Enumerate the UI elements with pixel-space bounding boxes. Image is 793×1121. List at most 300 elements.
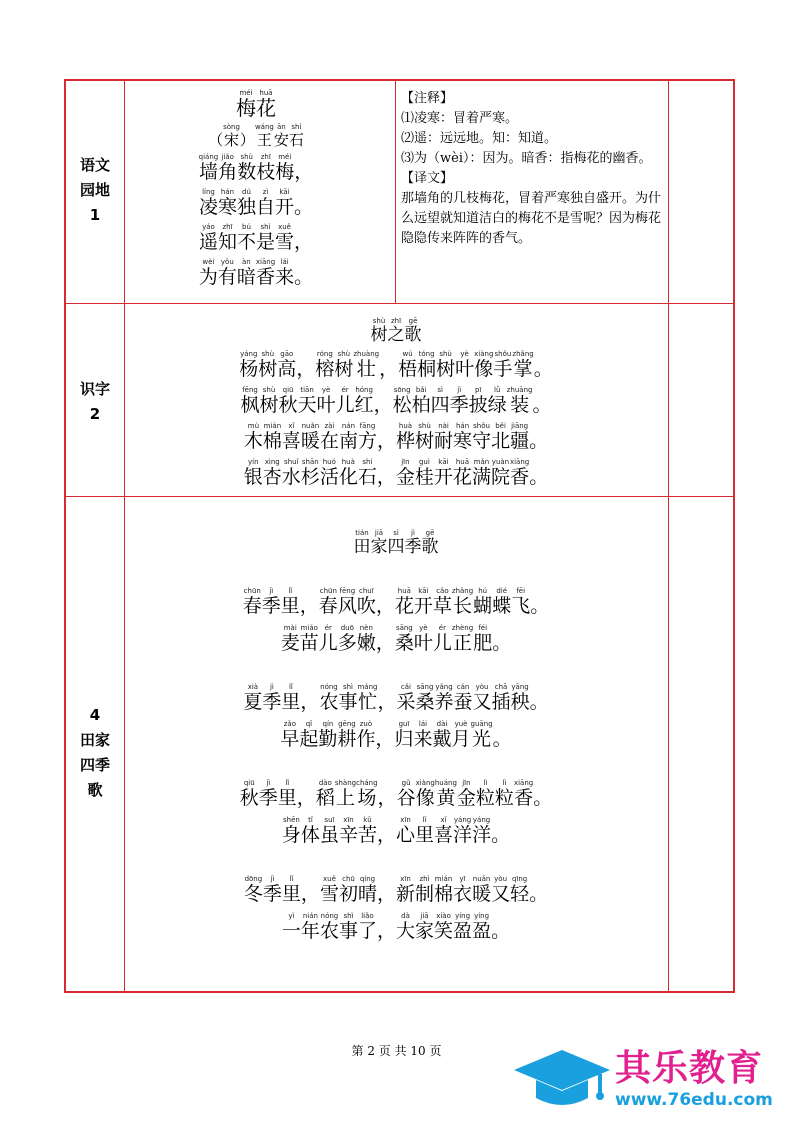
hanzi-with-pinyin: 角jiǎo bbox=[218, 153, 238, 183]
pinyin: nán bbox=[338, 422, 358, 430]
hanzi-with-pinyin: 稻dào bbox=[315, 779, 335, 809]
hanzi-with-pinyin: 遥yáo bbox=[198, 223, 218, 253]
poem-line bbox=[166, 223, 346, 258]
hanzi-with-pinyin: 壮zhuàng bbox=[353, 350, 380, 380]
hanzi-with-pinyin: 了liǎo bbox=[357, 912, 377, 942]
hanzi-with-pinyin: 梅méi bbox=[236, 89, 256, 120]
lesson-table bbox=[64, 79, 735, 993]
hanzi-with-pinyin: 疆jiāng bbox=[510, 422, 530, 452]
pinyin bbox=[300, 587, 319, 595]
poem-line bbox=[126, 720, 666, 757]
hanzi-with-pinyin: ， bbox=[296, 358, 315, 380]
poem-line bbox=[126, 458, 666, 494]
pinyin: zhī bbox=[256, 153, 276, 161]
poem-line bbox=[126, 422, 666, 458]
hanzi-with-pinyin: 银yín bbox=[243, 458, 263, 488]
pinyin: lái bbox=[275, 258, 295, 266]
lesson-label-line: 识字 bbox=[79, 380, 110, 398]
poem-line bbox=[166, 258, 346, 293]
poem-line bbox=[126, 350, 666, 386]
pinyin: jiā bbox=[370, 529, 388, 537]
pinyin: fēng bbox=[240, 386, 260, 394]
pinyin: shēn bbox=[281, 816, 301, 824]
hanzi-with-pinyin: 不bú bbox=[236, 223, 256, 253]
pinyin: wáng bbox=[254, 123, 274, 131]
hanzi-with-pinyin: 虽suī bbox=[319, 816, 339, 846]
hanzi-with-pinyin: 北běi bbox=[491, 422, 511, 452]
hanzi-with-pinyin: 年nián bbox=[300, 912, 320, 942]
hanzi-with-pinyin: ， bbox=[300, 691, 319, 713]
pinyin bbox=[377, 458, 396, 466]
hanzi-with-pinyin: 树shù bbox=[436, 350, 456, 380]
hanzi-with-pinyin: 里lǐ bbox=[281, 875, 301, 905]
pinyin: guī bbox=[394, 720, 414, 728]
hanzi-with-pinyin: 又yòu bbox=[491, 875, 511, 905]
hanzi-with-pinyin: 手shǒu bbox=[493, 350, 513, 380]
hanzi-with-pinyin: ， bbox=[377, 920, 396, 942]
hanzi-with-pinyin: 王wáng bbox=[254, 123, 274, 149]
pinyin: huā bbox=[256, 89, 276, 97]
hanzi-with-pinyin: 院yuàn bbox=[490, 458, 510, 488]
pinyin: méi bbox=[275, 153, 295, 161]
hanzi-with-pinyin: ， bbox=[294, 161, 313, 183]
pinyin: nián bbox=[300, 912, 320, 920]
hanzi-with-pinyin: 一yì bbox=[281, 912, 301, 942]
pinyin bbox=[377, 816, 396, 824]
hanzi-with-pinyin: 树shù bbox=[258, 350, 278, 380]
pinyin bbox=[294, 223, 313, 231]
hanzi-with-pinyin: 喜xǐ bbox=[434, 816, 454, 846]
hanzi-with-pinyin: 洋yáng bbox=[472, 816, 492, 846]
pinyin: dào bbox=[315, 779, 335, 787]
pinyin: hóng bbox=[354, 386, 374, 394]
pinyin bbox=[530, 587, 549, 595]
pinyin: dú bbox=[236, 188, 256, 196]
pinyin: zhuàng bbox=[353, 350, 380, 358]
hanzi-with-pinyin: 来lái bbox=[275, 258, 295, 288]
hanzi-with-pinyin: 。 bbox=[532, 394, 551, 416]
hanzi-with-pinyin: 蝴hú bbox=[473, 587, 493, 617]
pinyin: zǎo bbox=[280, 720, 300, 728]
hanzi-with-pinyin: 花huā bbox=[394, 587, 414, 617]
hanzi-with-pinyin: 盈yíng bbox=[453, 912, 473, 942]
pinyin: jiǎo bbox=[218, 153, 238, 161]
pinyin: xuě bbox=[319, 875, 339, 883]
pinyin: huáng bbox=[434, 779, 457, 787]
pinyin bbox=[533, 779, 552, 787]
hanzi-with-pinyin: 。 bbox=[534, 358, 553, 380]
hanzi-with-pinyin: 数shù bbox=[237, 153, 257, 183]
pinyin: ér bbox=[335, 386, 355, 394]
column-divider bbox=[395, 81, 396, 303]
pinyin: kāi bbox=[413, 587, 433, 595]
poem-line bbox=[126, 816, 666, 853]
hanzi-with-pinyin: 新xīn bbox=[396, 875, 416, 905]
pinyin: lǐ bbox=[281, 875, 301, 883]
pinyin: yī bbox=[453, 875, 473, 883]
hanzi-with-pinyin: 来lái bbox=[413, 720, 433, 750]
hanzi-with-pinyin: 农nóng bbox=[319, 683, 339, 713]
hanzi-with-pinyin: 南nán bbox=[338, 422, 358, 452]
hanzi-with-pinyin: 水shuǐ bbox=[281, 458, 301, 488]
pinyin: shǒu bbox=[493, 350, 513, 358]
hanzi-with-pinyin: 方fāng bbox=[357, 422, 377, 452]
hanzi-with-pinyin: 之zhī bbox=[387, 317, 405, 345]
hanzi-with-pinyin: 里lǐ bbox=[277, 779, 297, 809]
hanzi-with-pinyin: 里lǐ bbox=[415, 816, 435, 846]
pinyin: guāng bbox=[470, 720, 493, 728]
hanzi-with-pinyin: 苦kǔ bbox=[357, 816, 377, 846]
pinyin: zhì bbox=[415, 875, 435, 883]
pinyin: chūn bbox=[318, 587, 338, 595]
hanzi-with-pinyin: 寒hán bbox=[217, 188, 237, 218]
pinyin bbox=[493, 720, 512, 728]
hanzi-with-pinyin: 独dú bbox=[236, 188, 256, 218]
pinyin: cǎo bbox=[432, 587, 452, 595]
pinyin: shì bbox=[256, 223, 275, 231]
hanzi-with-pinyin: 耐nài bbox=[434, 422, 454, 452]
pinyin: jiā bbox=[415, 912, 435, 920]
pinyin: shù bbox=[370, 317, 388, 325]
hanzi-with-pinyin: 活huó bbox=[319, 458, 339, 488]
pinyin: dié bbox=[492, 587, 512, 595]
hanzi-with-pinyin: 掌zhǎng bbox=[512, 350, 534, 380]
pinyin: fēi bbox=[511, 587, 531, 595]
hanzi-with-pinyin: 笑xiào bbox=[434, 912, 454, 942]
page-number: 第 2 页 共 10 页 bbox=[351, 1044, 442, 1058]
hanzi-with-pinyin: 。 bbox=[491, 824, 510, 846]
hanzi-with-pinyin: ） bbox=[240, 131, 255, 149]
pinyin: lì bbox=[475, 779, 495, 787]
hanzi-with-pinyin: 四sì bbox=[387, 529, 405, 557]
poem-farm-seasons bbox=[126, 529, 666, 949]
hanzi-with-pinyin: 凌líng bbox=[198, 188, 218, 218]
pinyin: nuǎn bbox=[472, 875, 492, 883]
pinyin: shù bbox=[237, 153, 257, 161]
hanzi-with-pinyin: 谷gǔ bbox=[396, 779, 416, 809]
hanzi-with-pinyin: 戴dài bbox=[432, 720, 452, 750]
pinyin bbox=[374, 386, 393, 394]
hanzi-with-pinyin: 归guī bbox=[394, 720, 414, 750]
hanzi-with-pinyin: 秧yāng bbox=[510, 683, 530, 713]
pinyin: hú bbox=[473, 587, 493, 595]
hanzi-with-pinyin: 杉shān bbox=[300, 458, 320, 488]
hanzi-with-pinyin: 里lǐ bbox=[280, 587, 300, 617]
lesson-label-line: 4 bbox=[89, 706, 101, 724]
hanzi-with-pinyin: 杏xìng bbox=[262, 458, 282, 488]
hanzi-with-pinyin: 有yǒu bbox=[217, 258, 237, 288]
hanzi-with-pinyin: 榕róng bbox=[315, 350, 335, 380]
pinyin: jì bbox=[449, 386, 469, 394]
pinyin: huó bbox=[319, 458, 339, 466]
note-item: ⑶为（wèi）：因为。暗香：指梅花的幽香。 bbox=[401, 151, 652, 166]
poem-line bbox=[166, 188, 346, 223]
hanzi-with-pinyin: 化huà bbox=[338, 458, 358, 488]
pinyin: dà bbox=[396, 912, 416, 920]
pinyin: xiāng bbox=[509, 458, 530, 466]
hanzi-with-pinyin: 季jì bbox=[262, 875, 282, 905]
hanzi-with-pinyin: 季jì bbox=[262, 683, 282, 713]
pinyin: róng bbox=[315, 350, 335, 358]
hanzi-with-pinyin: 起qǐ bbox=[299, 720, 319, 750]
pinyin bbox=[375, 720, 394, 728]
pinyin: jīn bbox=[456, 779, 476, 787]
note-item: ⑴凌寒：冒着严寒。 bbox=[401, 111, 519, 126]
pinyin: zuò bbox=[356, 720, 376, 728]
hanzi-with-pinyin: 农nóng bbox=[319, 912, 339, 942]
pinyin: huà bbox=[396, 422, 416, 430]
pinyin: shuǐ bbox=[281, 458, 301, 466]
pinyin: sōng bbox=[392, 386, 412, 394]
lesson-label-line: 1 bbox=[89, 206, 101, 224]
row-divider bbox=[66, 496, 733, 497]
pinyin: máng bbox=[357, 683, 378, 691]
pinyin: lái bbox=[413, 720, 433, 728]
pinyin: qiū bbox=[239, 779, 259, 787]
pinyin bbox=[491, 816, 510, 824]
pinyin: ér bbox=[318, 624, 338, 632]
pinyin: mǎn bbox=[471, 458, 491, 466]
hanzi-with-pinyin: 蚕cán bbox=[453, 683, 473, 713]
pinyin: sāng bbox=[394, 624, 414, 632]
pinyin: sì bbox=[430, 386, 450, 394]
hanzi-with-pinyin: 知zhī bbox=[217, 223, 237, 253]
pinyin bbox=[296, 350, 315, 358]
hanzi-with-pinyin: 多duō bbox=[337, 624, 357, 654]
pinyin bbox=[301, 875, 320, 883]
pinyin: ér bbox=[432, 624, 452, 632]
pinyin bbox=[294, 188, 313, 196]
hanzi-with-pinyin: 桐tóng bbox=[417, 350, 437, 380]
row-divider bbox=[66, 303, 733, 304]
pinyin: qīng bbox=[510, 875, 530, 883]
pinyin bbox=[532, 386, 551, 394]
hanzi-with-pinyin: 喜xǐ bbox=[281, 422, 301, 452]
pinyin bbox=[534, 350, 553, 358]
hanzi-with-pinyin: 勤qín bbox=[318, 720, 338, 750]
hanzi-with-pinyin: 事shì bbox=[338, 912, 358, 942]
pinyin: nèn bbox=[356, 624, 376, 632]
hanzi-with-pinyin: 采cǎi bbox=[396, 683, 416, 713]
hanzi-with-pinyin: 季jì bbox=[261, 587, 281, 617]
hanzi-with-pinyin: 春chūn bbox=[318, 587, 338, 617]
pinyin bbox=[294, 258, 313, 266]
hanzi-with-pinyin: 又yòu bbox=[472, 683, 492, 713]
pinyin: xuě bbox=[275, 223, 295, 231]
pinyin: bú bbox=[236, 223, 256, 231]
pinyin: xǐ bbox=[434, 816, 454, 824]
hanzi-with-pinyin: 自zì bbox=[256, 188, 276, 218]
pinyin bbox=[492, 624, 511, 632]
hanzi-with-pinyin: ， bbox=[376, 595, 395, 617]
hanzi-with-pinyin: 是shì bbox=[256, 223, 276, 253]
hanzi-with-pinyin: 树shù bbox=[370, 317, 388, 345]
hanzi-with-pinyin: ， bbox=[377, 824, 396, 846]
pinyin: qǐ bbox=[299, 720, 319, 728]
hanzi-with-pinyin: 。 bbox=[493, 728, 512, 750]
hanzi-with-pinyin: 天tiān bbox=[297, 386, 317, 416]
hanzi-with-pinyin: 满mǎn bbox=[471, 458, 491, 488]
pinyin: sòng bbox=[223, 123, 240, 131]
pinyin: duō bbox=[337, 624, 357, 632]
hanzi-with-pinyin: 长zhǎng bbox=[451, 587, 474, 617]
pinyin: miáo bbox=[299, 624, 319, 632]
hanzi-with-pinyin: 。 bbox=[533, 787, 552, 809]
pinyin: nóng bbox=[319, 912, 339, 920]
poem-line bbox=[126, 875, 666, 912]
pinyin: wèi bbox=[198, 258, 218, 266]
brand-name: 其乐教育 bbox=[615, 1048, 764, 1089]
hanzi-with-pinyin: 枫fēng bbox=[240, 386, 260, 416]
pinyin: fāng bbox=[357, 422, 377, 430]
poem-title bbox=[126, 317, 666, 350]
pinyin bbox=[379, 350, 398, 358]
hanzi-with-pinyin: 歌gē bbox=[421, 529, 439, 557]
brand-logo bbox=[512, 1040, 793, 1121]
hanzi-with-pinyin: 香xiāng bbox=[513, 779, 534, 809]
hanzi-with-pinyin: ， bbox=[301, 883, 320, 905]
pinyin: shǒu bbox=[472, 422, 492, 430]
pinyin: lǐ bbox=[280, 587, 300, 595]
pinyin: cǎi bbox=[396, 683, 416, 691]
pinyin: liǎo bbox=[357, 912, 377, 920]
hanzi-with-pinyin: 木mù bbox=[243, 422, 263, 452]
hanzi-with-pinyin: 光guāng bbox=[470, 720, 493, 750]
pinyin bbox=[377, 683, 396, 691]
hanzi-with-pinyin: 石shí bbox=[288, 123, 304, 149]
hanzi-with-pinyin: 叶yè bbox=[413, 624, 433, 654]
pinyin: zhī bbox=[387, 317, 405, 325]
pinyin: kāi bbox=[433, 458, 453, 466]
pinyin: xiào bbox=[434, 912, 454, 920]
hanzi-with-pinyin: 粒lì bbox=[475, 779, 495, 809]
pinyin bbox=[377, 875, 396, 883]
pinyin: dōng bbox=[243, 875, 263, 883]
pinyin: yín bbox=[243, 458, 263, 466]
hanzi-with-pinyin: 草cǎo bbox=[432, 587, 452, 617]
hanzi-with-pinyin: 正zhèng bbox=[451, 624, 474, 654]
poem-line bbox=[126, 386, 666, 422]
hanzi-with-pinyin: 像xiàng bbox=[415, 779, 435, 809]
pinyin: shù bbox=[258, 350, 278, 358]
hanzi-with-pinyin: 。 bbox=[492, 632, 511, 654]
pinyin: chā bbox=[491, 683, 511, 691]
pinyin: tóng bbox=[417, 350, 437, 358]
pinyin bbox=[377, 422, 396, 430]
hanzi-with-pinyin: ， bbox=[377, 883, 396, 905]
pinyin: shù bbox=[334, 350, 354, 358]
hanzi-with-pinyin: 事shì bbox=[338, 683, 358, 713]
hanzi-with-pinyin: 棉mián bbox=[434, 875, 454, 905]
pinyin: yíng bbox=[453, 912, 473, 920]
pinyin: gēng bbox=[337, 720, 357, 728]
hanzi-with-pinyin: ， bbox=[375, 728, 394, 750]
pinyin: qíng bbox=[357, 875, 377, 883]
hanzi-with-pinyin: 桦huà bbox=[396, 422, 416, 452]
hanzi-with-pinyin: 盈yíng bbox=[472, 912, 492, 942]
hanzi-with-pinyin: 轻qīng bbox=[510, 875, 530, 905]
pinyin: yè bbox=[413, 624, 433, 632]
poem-plum-blossom bbox=[166, 89, 346, 293]
hanzi-with-pinyin: 梅méi bbox=[275, 153, 295, 183]
pinyin: jì bbox=[262, 875, 282, 883]
pinyin: lǜ bbox=[487, 386, 507, 394]
pinyin: yíng bbox=[472, 912, 492, 920]
pinyin: lì bbox=[494, 779, 514, 787]
hanzi-with-pinyin: 夏xià bbox=[243, 683, 263, 713]
translation-text: 那墙角的几枝梅花，冒着严寒独自盛开。为什么远望就知道洁白的梅花不是雪呢？因为梅花隐隐传来阵阵的香气。 bbox=[401, 191, 662, 246]
pinyin: jì bbox=[258, 779, 278, 787]
hanzi-with-pinyin: ， bbox=[374, 394, 393, 416]
pinyin: mù bbox=[243, 422, 263, 430]
pinyin: féi bbox=[473, 624, 493, 632]
hanzi-with-pinyin: 秋qiū bbox=[239, 779, 259, 809]
hanzi-with-pinyin: 季jì bbox=[258, 779, 278, 809]
pinyin bbox=[297, 779, 316, 787]
hanzi-with-pinyin: 在zài bbox=[319, 422, 339, 452]
hanzi-with-pinyin: 桂guì bbox=[414, 458, 434, 488]
pinyin: huā bbox=[394, 587, 414, 595]
hanzi-with-pinyin: ， bbox=[377, 691, 396, 713]
hanzi-with-pinyin: 洋yáng bbox=[453, 816, 473, 846]
hanzi-with-pinyin: 披pī bbox=[468, 386, 488, 416]
notes-heading: 【注释】 bbox=[401, 91, 454, 106]
pinyin: nuǎn bbox=[300, 422, 320, 430]
pinyin: pī bbox=[468, 386, 488, 394]
hanzi-with-pinyin: 儿ér bbox=[432, 624, 452, 654]
pinyin: suī bbox=[319, 816, 339, 824]
pinyin bbox=[376, 587, 395, 595]
hanzi-with-pinyin: 插chā bbox=[491, 683, 511, 713]
pinyin: huà bbox=[338, 458, 358, 466]
hanzi-with-pinyin: 金jīn bbox=[456, 779, 476, 809]
pinyin: fēng bbox=[337, 587, 357, 595]
pinyin: huā bbox=[452, 458, 472, 466]
pinyin: chuī bbox=[356, 587, 376, 595]
hanzi-with-pinyin: 场cháng bbox=[356, 779, 378, 809]
hanzi-with-pinyin: 花huā bbox=[256, 89, 276, 120]
hanzi-with-pinyin: 叶yè bbox=[455, 350, 475, 380]
pinyin: ān bbox=[273, 123, 289, 131]
poem-line bbox=[126, 912, 666, 949]
pinyin: gē bbox=[421, 529, 439, 537]
hanzi-with-pinyin: 。 bbox=[529, 883, 548, 905]
hanzi-with-pinyin: 。 bbox=[529, 430, 548, 452]
pinyin: hán bbox=[217, 188, 237, 196]
poem-line bbox=[126, 779, 666, 816]
hanzi-with-pinyin: （ bbox=[208, 131, 223, 149]
pinyin: xiāng bbox=[255, 258, 276, 266]
pinyin: àn bbox=[236, 258, 256, 266]
brand-url: www.76edu.com bbox=[615, 1090, 773, 1110]
pinyin: gǔ bbox=[396, 779, 416, 787]
hanzi-with-pinyin: 蝶dié bbox=[492, 587, 512, 617]
column-divider bbox=[124, 81, 125, 991]
lesson-label-2 bbox=[66, 377, 124, 427]
pinyin bbox=[376, 624, 395, 632]
pinyin: tǐ bbox=[300, 816, 320, 824]
pinyin: nài bbox=[434, 422, 454, 430]
hanzi-with-pinyin: 上shàng bbox=[334, 779, 357, 809]
hanzi-with-pinyin: 树shù bbox=[259, 386, 279, 416]
pinyin: qiū bbox=[278, 386, 298, 394]
hanzi-with-pinyin: 桑sāng bbox=[394, 624, 414, 654]
pinyin: shí bbox=[357, 458, 377, 466]
hanzi-with-pinyin: 寒hán bbox=[453, 422, 473, 452]
poem-song-of-trees bbox=[126, 317, 666, 494]
hanzi-with-pinyin: 。 bbox=[529, 466, 548, 488]
hanzi-with-pinyin: 暗àn bbox=[236, 258, 256, 288]
